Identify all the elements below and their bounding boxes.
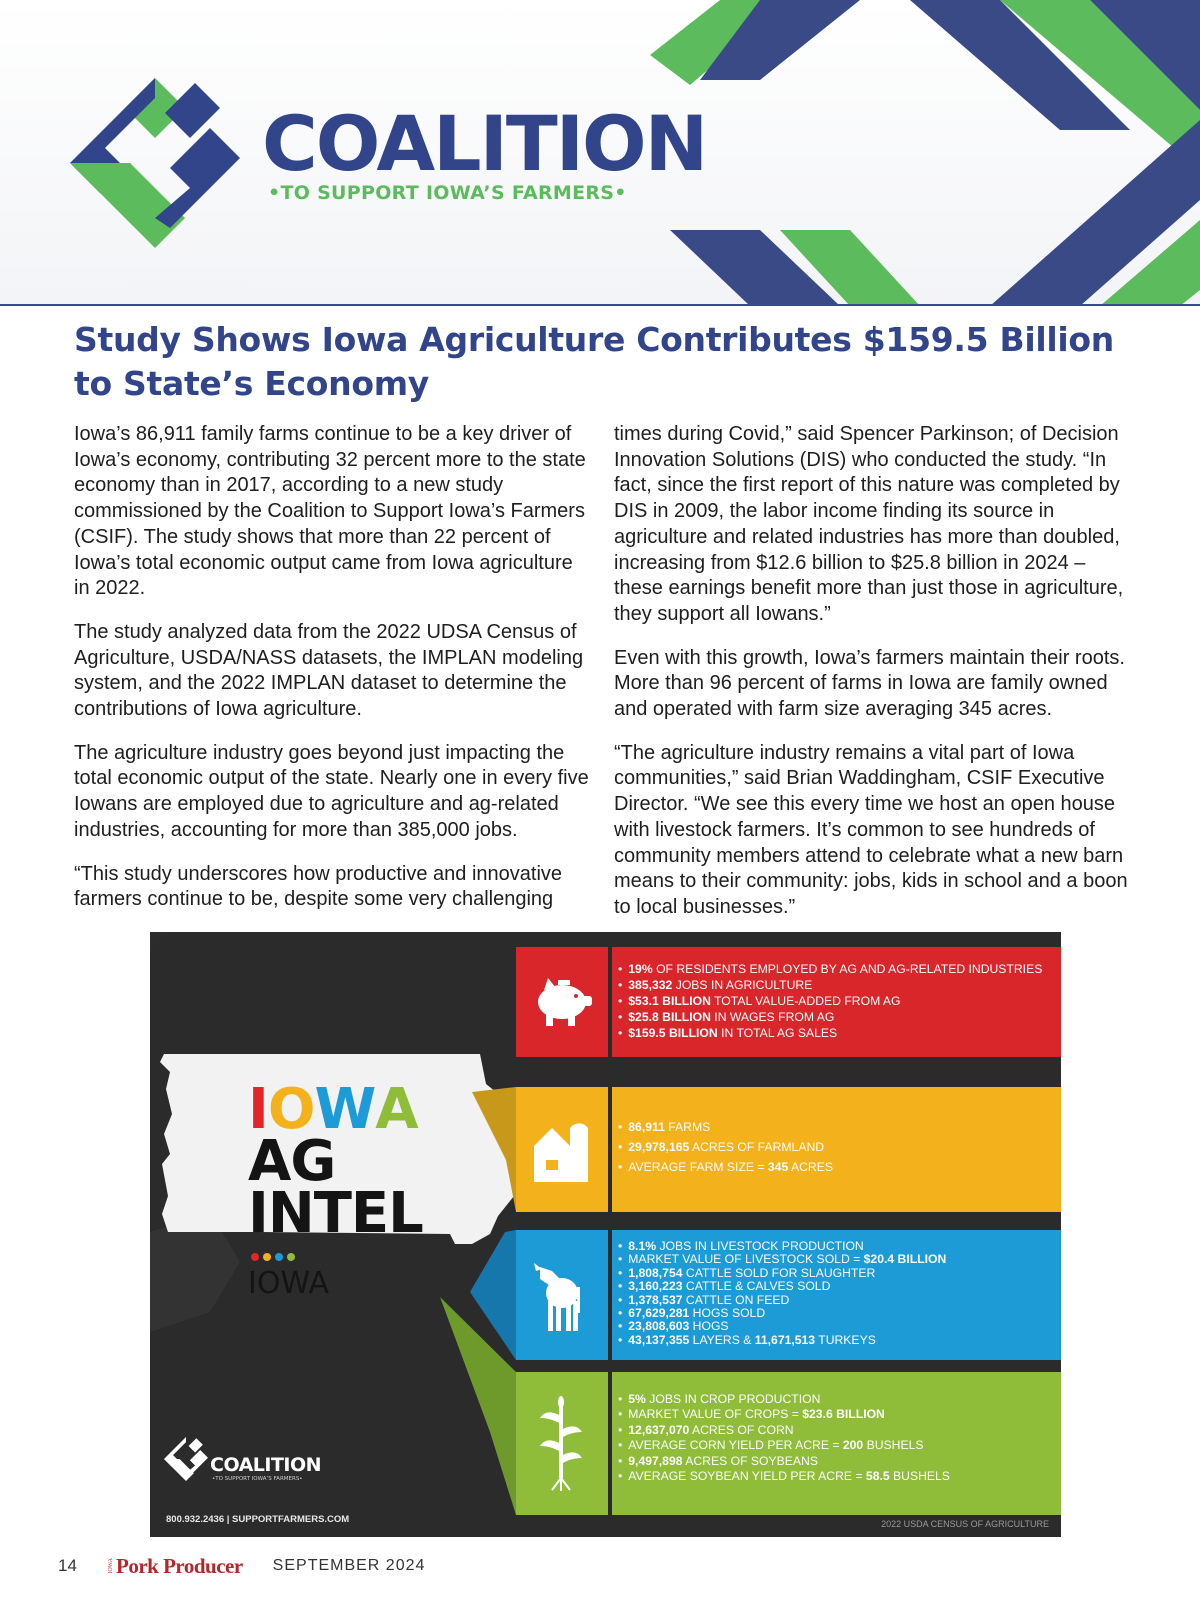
livestock-stat-item <box>618 1267 1051 1280</box>
stat-value: 29,978,165 <box>628 1140 690 1154</box>
stat-label: JOBS IN CROP PRODUCTION <box>645 1392 821 1406</box>
page-footer <box>58 1553 425 1579</box>
corn-plant-icon <box>530 1396 592 1492</box>
paragraph: times during Covid,” said Spencer Parkinson; of Decision Innovation Solutions (DIS) who conducted the study. “In fact, since the first report of this nature was completed by DIS in 2009, the labor income finding its source in agriculture and related industries has more than doubled, increasing from $12.6 billion to $25.8 billion in 2024 – these earnings benefit more than just those in agriculture, they support all Iowans.” <box>614 423 1124 625</box>
livestock-stat-item <box>618 1280 1051 1293</box>
stat-label: TOTAL VALUE-ADDED FROM AG <box>710 994 901 1008</box>
stat-value: 5% <box>628 1392 646 1406</box>
band-livestock <box>516 1230 1061 1360</box>
barn-icon <box>530 1116 592 1184</box>
paragraph: The agriculture industry goes beyond just impacting the total economic output of the state. Nearly one in every five Iowans are employed due to agriculture and ag-related industries, accounting for more than 385,000 jobs. <box>74 741 589 841</box>
stat-label: CATTLE SOLD FOR SLAUGHTER <box>682 1265 876 1280</box>
livestock-stat-item <box>618 1294 1051 1307</box>
farms-stat-item <box>618 1157 1051 1177</box>
coalition-logo-icon <box>70 78 240 248</box>
economy-stat-item <box>618 1009 1051 1025</box>
economy-stat-item <box>618 977 1051 993</box>
stat-label: AVERAGE FARM SIZE = <box>628 1160 768 1174</box>
stat-label: HOGS SOLD <box>689 1306 766 1321</box>
farms-stat-item <box>618 1117 1051 1137</box>
stat-value: 23,808,603 <box>628 1319 690 1334</box>
title-letter: I <box>248 1077 268 1142</box>
publication-prefix: IOWA <box>108 1558 114 1574</box>
iowa-ag-intel-infographic <box>150 932 1061 1537</box>
title-intel: INTEL <box>248 1181 423 1246</box>
paragraph: Even with this growth, Iowa’s farmers maintain their roots. More than 96 percent of farms in Iowa are family owned and operated with farm size averaging 345 acres. <box>614 646 1125 721</box>
stat-value: 9,497,898 <box>628 1453 683 1468</box>
title-letter: A <box>375 1077 418 1142</box>
farms-stat-item <box>618 1137 1051 1157</box>
stat-label: HOGS <box>689 1319 729 1334</box>
crops-stat-item <box>618 1438 1051 1453</box>
crops-stat-item <box>618 1407 1051 1422</box>
color-dots-icon <box>250 1252 300 1262</box>
article-column-right <box>614 422 1130 939</box>
title-ag: AG <box>248 1129 336 1194</box>
stat-label: ACRES OF SOYBEANS <box>682 1453 818 1468</box>
coalition-banner <box>0 0 1200 306</box>
stat-label: IN TOTAL AG SALES <box>717 1026 838 1040</box>
livestock-stat-item <box>618 1320 1051 1333</box>
stat-label: MARKET VALUE OF LIVESTOCK SOLD = <box>628 1252 864 1267</box>
stat-label: AVERAGE CORN YIELD PER ACRE = <box>628 1438 843 1453</box>
stat-label: BUSHELS <box>863 1438 924 1453</box>
stat-label: JOBS IN LIVESTOCK PRODUCTION <box>656 1239 864 1253</box>
paragraph: Iowa’s 86,911 family farms continue to be a key driver of Iowa’s economy, contributing 32 percent more to the state economy than in 2017, according to a new study commissioned by the Coalition to Support Iowa’s Farmers (CSIF). The study shows that more than 22 percent of Iowa’s total economic output came from Iowa agriculture in 2022. <box>74 423 586 600</box>
livestock-stats-list <box>618 1240 1051 1347</box>
infographic-subtitle: IOWA <box>248 1266 330 1301</box>
title-letter: O <box>267 1077 315 1142</box>
stat-value: 43,137,355 <box>628 1332 690 1347</box>
stat-value: 11,671,513 <box>754 1332 816 1347</box>
band-farms <box>516 1087 1061 1212</box>
livestock-stat-item <box>618 1307 1051 1320</box>
stat-value: 19% <box>628 962 653 976</box>
issue-date: SEPTEMBER 2024 <box>272 1557 426 1574</box>
banner-title: COALITION <box>262 99 707 188</box>
infographic-logo-subtitle: •TO SUPPORT IOWA’S FARMERS• <box>212 1476 303 1482</box>
stat-value: $20.4 BILLION <box>863 1252 947 1267</box>
stat-value: 58.5 <box>865 1469 890 1484</box>
stat-label: IN WAGES FROM AG <box>710 1010 835 1024</box>
economy-stat-item <box>618 961 1051 977</box>
crops-stat-item <box>618 1392 1051 1407</box>
crops-stat-item <box>618 1469 1051 1484</box>
economy-stat-item <box>618 993 1051 1009</box>
stat-value: 200 <box>842 1438 864 1453</box>
stat-label: JOBS IN AGRICULTURE <box>672 978 813 992</box>
crops-stat-item <box>618 1423 1051 1438</box>
stat-value: $23.6 BILLION <box>802 1407 885 1422</box>
page-number: 14 <box>58 1556 77 1575</box>
paragraph: “The agriculture industry remains a vital part of Iowa communities,” said Brian Waddingham, CSIF Executive Director. “We see this every time we host an open house with livestock farmers. It’s common to see hundreds of community members attend to celebrate what a new barn means to their community: jobs, kids in school and a boon to local businesses.” <box>614 741 1128 918</box>
article-headline: Study Shows Iowa Agriculture Contributes $159.5 Billion to State’s Economy <box>74 320 1114 403</box>
title-letter: W <box>314 1077 376 1142</box>
stat-label: CATTLE ON FEED <box>682 1292 790 1307</box>
livestock-stat-item <box>618 1253 1051 1266</box>
infographic-source: 2022 USDA CENSUS OF AGRICULTURE <box>881 1519 1049 1529</box>
stat-label: TURKEYS <box>815 1332 876 1347</box>
stat-label: OF RESIDENTS EMPLOYED BY AG AND AG-RELATED INDUSTRIES <box>652 962 1043 976</box>
infographic-title <box>248 1077 423 1246</box>
stat-label: BUSHELS <box>889 1469 950 1484</box>
crops-stat-item <box>618 1454 1051 1469</box>
stat-value: 12,637,070 <box>628 1422 690 1437</box>
band-crops <box>516 1372 1061 1515</box>
crop-stats-list <box>618 1392 1051 1484</box>
publication-name: Pork Producer <box>116 1553 243 1578</box>
stat-label: ACRES OF CORN <box>689 1422 794 1437</box>
stat-value: 1,808,754 <box>628 1265 683 1280</box>
article-column-left <box>74 422 590 931</box>
stat-value: $53.1 BILLION <box>628 994 711 1008</box>
livestock-stat-item <box>618 1334 1051 1347</box>
stat-label: CATTLE & CALVES SOLD <box>682 1279 831 1294</box>
band-economy <box>516 947 1061 1057</box>
stat-value: 8.1% <box>628 1239 657 1253</box>
coalition-logo-small-icon <box>164 1437 208 1481</box>
stat-value: 3,160,223 <box>628 1279 683 1294</box>
stat-value: 1,378,537 <box>628 1292 683 1307</box>
piggy-bank-icon <box>530 976 592 1028</box>
infographic-logo-text: COALITION <box>210 1454 322 1476</box>
stat-value: 385,332 <box>628 978 673 992</box>
banner-subtitle: •TO SUPPORT IOWA’S FARMERS• <box>268 182 627 204</box>
paragraph: The study analyzed data from the 2022 UDSA Census of Agriculture, USDA/NASS datasets, the IMPLAN modeling system, and the 2022 IMPLAN dataset to determine the contributions of Iowa agriculture. <box>74 620 584 721</box>
stat-value: $25.8 BILLION <box>628 1010 711 1024</box>
economy-stat-item <box>618 1025 1051 1041</box>
livestock-stat-item <box>618 1240 1051 1253</box>
stat-value: 86,911 <box>628 1120 665 1134</box>
stat-label: ACRES OF FARMLAND <box>689 1140 825 1154</box>
economy-stats-list <box>618 961 1051 1041</box>
stat-label: FARMS <box>664 1120 711 1134</box>
farm-stats-list <box>618 1117 1051 1177</box>
stat-label: ACRES <box>788 1160 833 1174</box>
stat-label: LAYERS & <box>689 1332 755 1347</box>
cow-icon <box>530 1257 592 1333</box>
stat-label: MARKET VALUE OF CROPS = <box>628 1407 803 1422</box>
paragraph: “This study underscores how productive and innovative farmers continue to be, despite some very challenging <box>74 862 563 911</box>
stat-value: 345 <box>767 1160 789 1174</box>
infographic-contact: 800.932.2436 | SUPPORTFARMERS.COM <box>166 1514 350 1525</box>
stat-label: AVERAGE SOYBEAN YIELD PER ACRE = <box>628 1469 866 1484</box>
stat-value: 67,629,281 <box>628 1306 690 1321</box>
stat-value: $159.5 BILLION <box>628 1026 718 1040</box>
